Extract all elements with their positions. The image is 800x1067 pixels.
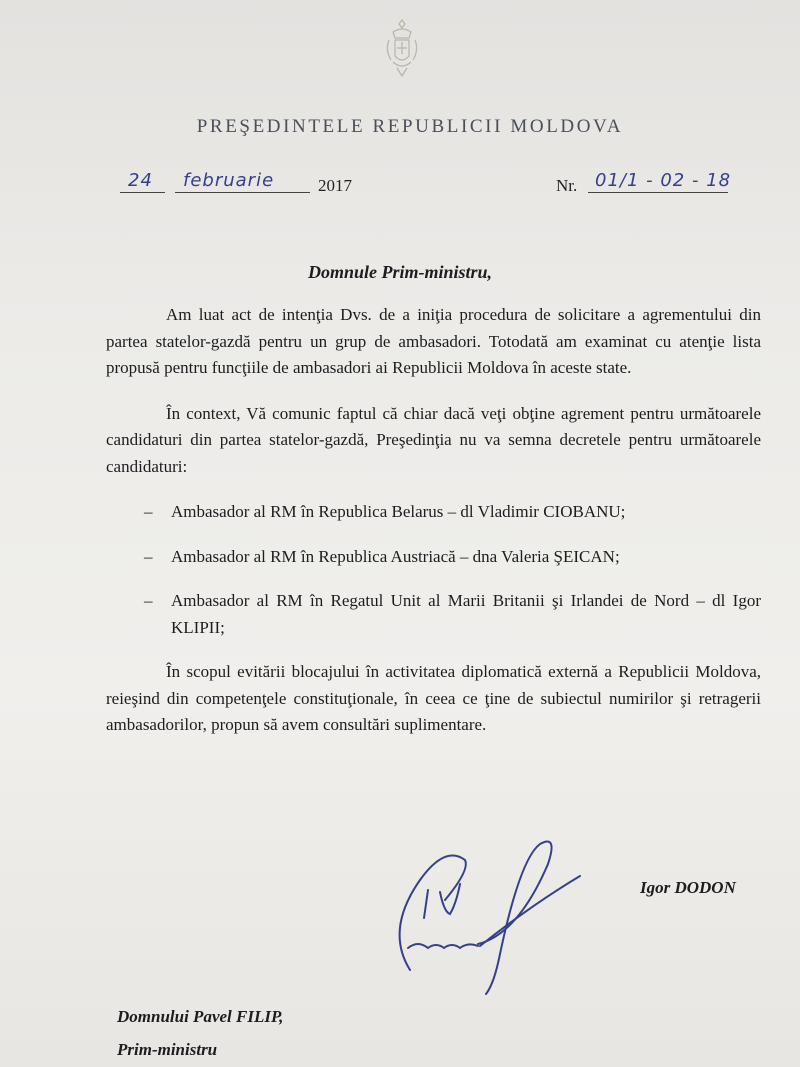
list-item <box>106 588 761 641</box>
list-item-text: Ambasador al RM în Republica Austriacă – dna Valeria ŞEICAN; <box>171 546 620 566</box>
date-month: februarie <box>183 170 275 191</box>
date-year: 2017 <box>318 176 352 195</box>
list-dash: – <box>144 502 153 521</box>
number-underline <box>588 192 728 193</box>
salutation: Domnule Prim-ministru, <box>307 262 493 282</box>
list-item-text: Ambasador al RM în Republica Belarus – dl Vladimir CIOBANU; <box>171 502 626 521</box>
candidate-list <box>106 499 761 641</box>
number-label: Nr. <box>556 176 578 195</box>
day-underline <box>120 192 165 193</box>
letterhead-title: PREŞEDINTELE REPUBLICII MOLDOVA <box>196 116 624 137</box>
date-row <box>0 168 800 208</box>
paragraph-closing: În scopul evitării blocajului în activitatea diplomatică externă a Republicii Moldova, reieşind din competenţele constituţionale, în ceea ce ţine de subiectul numirilor şi retragerii ambasadorilor, propun să avem consultări suplimentare. <box>106 662 761 734</box>
list-dash: – <box>144 546 153 566</box>
letter-body <box>106 302 761 758</box>
list-item-text: Ambasador al RM în Regatul Unit al Marii Britanii şi Irlandei de Nord – dl Igor KLIPII; <box>171 591 761 637</box>
addressee-name: Domnului Pavel FILIP, <box>117 1007 284 1026</box>
month-underline <box>175 192 310 193</box>
addressee-block <box>117 1000 283 1066</box>
coat-of-arms-emblem <box>383 18 421 80</box>
handwritten-signature <box>370 820 610 1000</box>
paragraph-context: În context, Vă comunic faptul că chiar dacă veţi obţine agrement pentru următoarele candidaturi din partea statelor-gazdă, Preşedinţia nu va semna decretele pentru următoarele candidaturi: <box>106 403 761 476</box>
date-day: 24 <box>128 170 153 191</box>
document-number: 01/1 - 02 - 18 <box>595 170 732 191</box>
list-dash: – <box>144 591 153 610</box>
list-item <box>106 544 761 571</box>
signatory-name: Igor DODON <box>640 878 736 897</box>
paragraph-intro: Am luat act de intenţia Dvs. de a iniţia procedura de solicitare a agrementului din partea statelor-gazdă pentru un grup de ambasadori. Totodată am examinat cu atenţie lista propusă pentru funcţiile de ambasadori ai Republicii Moldova în aceste state. <box>106 305 761 377</box>
list-item <box>106 499 761 526</box>
addressee-title: Prim-ministru <box>117 1040 218 1059</box>
